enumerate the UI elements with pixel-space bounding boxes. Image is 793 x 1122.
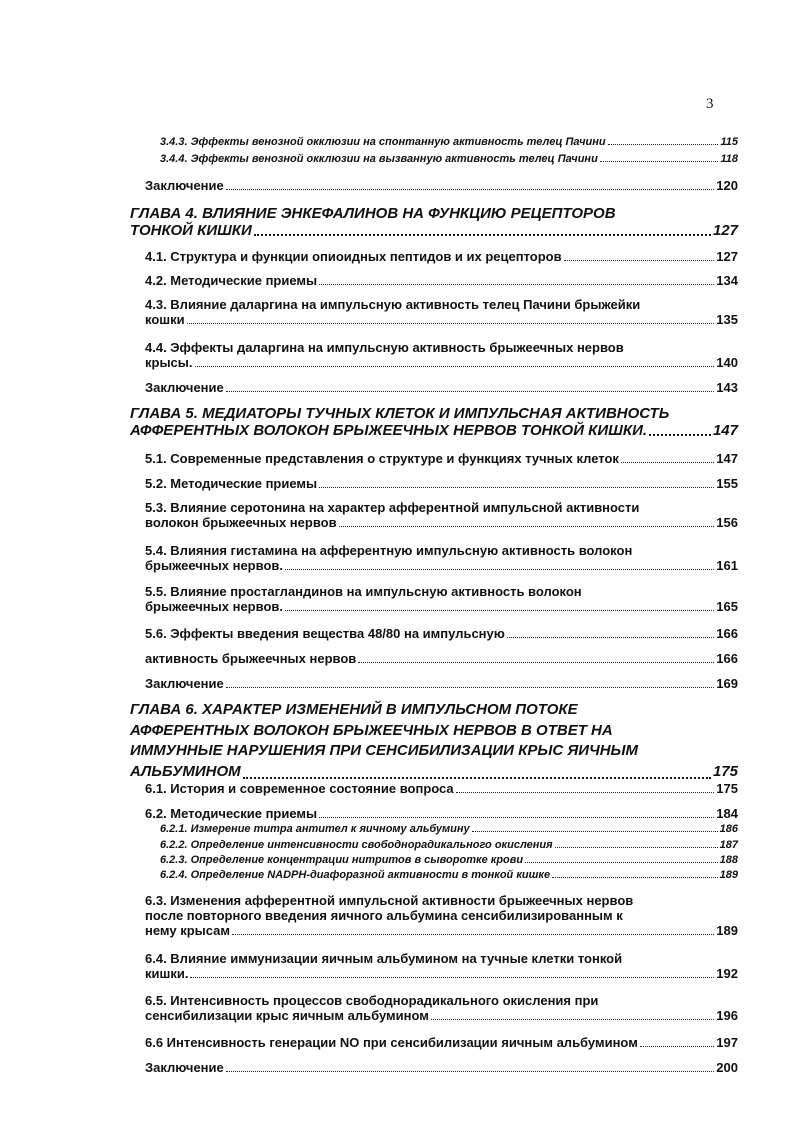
toc-entry-4-3[interactable]: 4.3. Влияние даларгина на импульсную активность телец Пачини брыжейки кошки 135: [145, 297, 738, 327]
leader-dots: [552, 877, 718, 878]
toc-chapter-6[interactable]: ГЛАВА 6. ХАРАКТЕР ИЗМЕНЕНИЙ В ИМПУЛЬСНОМ ПОТОКЕ АФФЕРЕНТНЫХ ВОЛОКОН БРЫЖЕЕЧНЫХ НЕРВОВ В ОТВЕТ НА ИММУННЫЕ НАРУШЕНИЯ ПРИ СЕНСИБИЛИЗАЦИИ КРЫС ЯИЧНЫМ АЛЬБУМИНОМ 175: [130, 701, 738, 780]
toc-entry-6-2[interactable]: 6.2. Методические приемы 184: [145, 806, 738, 821]
toc-entry-6-2-4[interactable]: 6.2.4. Определение NADPH-диафоразной активности в тонкой кишке 189: [160, 869, 738, 881]
leader-dots: [358, 662, 714, 663]
leader-dots: [649, 434, 711, 436]
leader-dots: [319, 284, 714, 285]
toc-entry-6-2-1[interactable]: 6.2.1. Измерение титра антител к яичному альбумину 186: [160, 823, 738, 835]
toc-entry-conclusion-5[interactable]: Заключение 169: [145, 676, 738, 691]
leader-dots: [226, 1071, 715, 1072]
leader-dots: [187, 323, 715, 324]
toc-entry-5-6[interactable]: 5.6. Эффекты введения вещества 48/80 на импульсную 166: [145, 626, 738, 641]
leader-dots: [472, 831, 718, 832]
toc-entry-conclusion-4[interactable]: Заключение 143: [145, 380, 738, 395]
page-number: 3: [706, 96, 714, 112]
toc-entry-6-3[interactable]: 6.3. Изменения афферентной импульсной активности брыжеечных нервов после повторного введения яичного альбумина сенсибилизированным к нему крысам 189: [145, 893, 738, 938]
leader-dots: [564, 260, 715, 261]
leader-dots: [319, 817, 714, 818]
leader-dots: [339, 526, 715, 527]
leader-dots: [243, 777, 711, 779]
leader-dots: [285, 610, 714, 611]
toc-entry-5-5[interactable]: 5.5. Влияние простагландинов на импульсную активность волокон брыжеечных нервов. 165: [145, 584, 738, 614]
leader-dots: [456, 792, 715, 793]
toc-entry-3-4-4[interactable]: 3.4.4. Эффекты венозной окклюзии на вызванную активность телец Пачини 118: [160, 153, 738, 165]
toc-entry-5-6-continued[interactable]: активность брыжеечных нервов 166: [145, 651, 738, 666]
toc-entry-3-4-3[interactable]: 3.4.3. Эффекты венозной окклюзии на спонтанную активность телец Пачини 115: [160, 136, 738, 148]
toc-entry-5-1[interactable]: 5.1. Современные представления о структуре и функциях тучных клеток 147: [145, 451, 738, 466]
leader-dots: [190, 977, 714, 978]
toc-entry-4-4[interactable]: 4.4. Эффекты даларгина на импульсную активность брыжеечных нервов крысы. 140: [145, 340, 738, 370]
leader-dots: [640, 1046, 714, 1047]
toc-entry-6-6[interactable]: 6.6 Интенсивность генерации NO при сенсибилизации яичным альбумином 197: [145, 1035, 738, 1050]
toc-entry-6-5[interactable]: 6.5. Интенсивность процессов свободнорадикального окисления при сенсибилизации крыс яичным альбумином 196: [145, 993, 738, 1023]
leader-dots: [226, 189, 715, 190]
leader-dots: [319, 487, 714, 488]
leader-dots: [555, 847, 718, 848]
leader-dots: [254, 234, 711, 236]
toc-entry-5-3[interactable]: 5.3. Влияние серотонина на характер афферентной импульсной активности волокон брыжеечных нервов 156: [145, 500, 738, 530]
leader-dots: [226, 391, 715, 392]
toc-entry-4-2[interactable]: 4.2. Методические приемы 134: [145, 273, 738, 288]
toc-chapter-5[interactable]: ГЛАВА 5. МЕДИАТОРЫ ТУЧНЫХ КЛЕТОК И ИМПУЛЬСНАЯ АКТИВНОСТЬ АФФЕРЕНТНЫХ ВОЛОКОН БРЫЖЕЕЧНЫХ НЕРВОВ ТОНКОЙ КИШКИ. 147: [130, 405, 738, 439]
toc-entry-5-4[interactable]: 5.4. Влияния гистамина на афферентную импульсную активность волокон брыжеечных нервов. 161: [145, 543, 738, 573]
toc-entry-5-2[interactable]: 5.2. Методические приемы 155: [145, 476, 738, 491]
toc-entry-conclusion-3[interactable]: Заключение 120: [145, 178, 738, 193]
leader-dots: [431, 1019, 714, 1020]
toc-entry-4-1[interactable]: 4.1. Структура и функции опиоидных пептидов и их рецепторов 127: [145, 249, 738, 264]
leader-dots: [600, 161, 719, 162]
toc-entry-6-2-2[interactable]: 6.2.2. Определение интенсивности свободнорадикального окисления 187: [160, 839, 738, 851]
toc-entry-conclusion-6[interactable]: Заключение 200: [145, 1060, 738, 1075]
leader-dots: [608, 144, 719, 145]
toc-entry-6-4[interactable]: 6.4. Влияние иммунизации яичным альбумином на тучные клетки тонкой кишки. 192: [145, 951, 738, 981]
leader-dots: [507, 637, 714, 638]
leader-dots: [285, 569, 714, 570]
toc-chapter-4[interactable]: ГЛАВА 4. ВЛИЯНИЕ ЭНКЕФАЛИНОВ НА ФУНКЦИЮ РЕЦЕПТОРОВ ТОНКОЙ КИШКИ 127: [130, 205, 738, 239]
toc-entry-6-2-3[interactable]: 6.2.3. Определение концентрации нитритов в сыворотке крови 188: [160, 854, 738, 866]
leader-dots: [226, 687, 715, 688]
leader-dots: [525, 862, 718, 863]
leader-dots: [195, 366, 715, 367]
toc-entry-6-1[interactable]: 6.1. История и современное состояние вопроса 175: [145, 781, 738, 796]
leader-dots: [621, 462, 714, 463]
leader-dots: [232, 934, 714, 935]
